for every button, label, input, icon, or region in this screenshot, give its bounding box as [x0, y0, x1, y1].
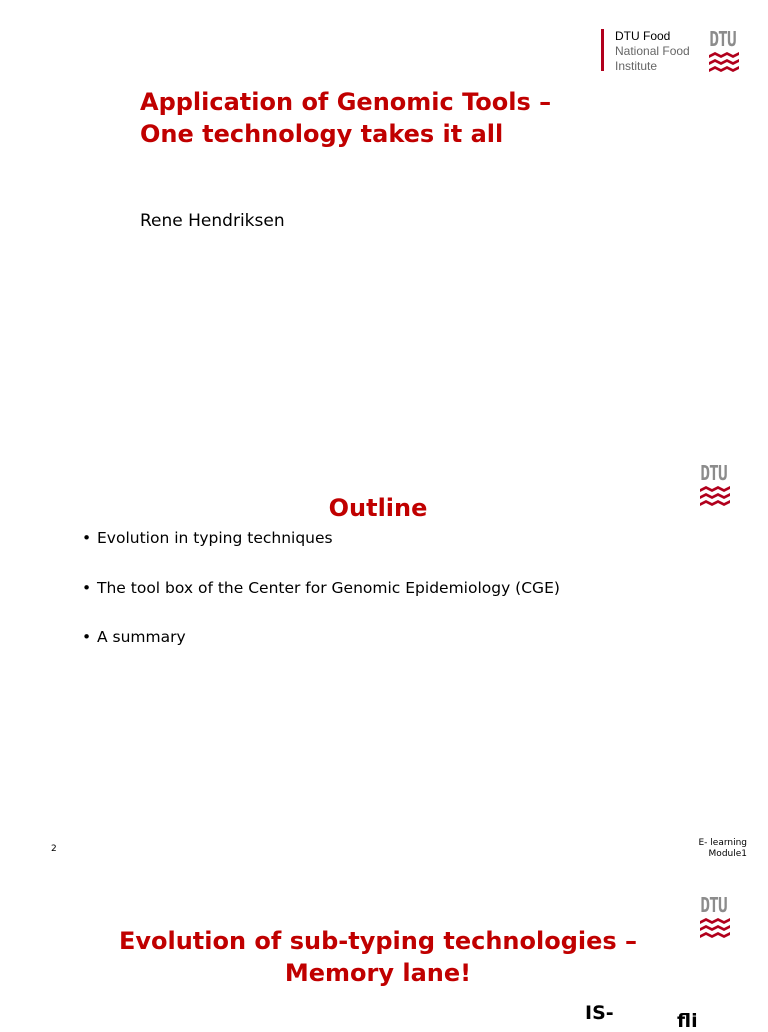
diagram-label-fragment: fli [677, 1010, 698, 1032]
slide-title [0, 0, 768, 440]
diagram-label-fragment: IS- [585, 1002, 614, 1024]
presentation-title [140, 86, 700, 150]
slide-outline [0, 448, 768, 868]
presentation-title-line2: One technology takes it all [140, 120, 504, 148]
institute-red-bar [601, 29, 604, 71]
list-item [82, 578, 560, 628]
bullet-dot: • [82, 529, 92, 547]
page-number: 2 [51, 844, 57, 854]
footer-line2: Module1 [708, 849, 747, 859]
institute-name-line2: National Food [615, 44, 690, 58]
footer-line1: E- learning [698, 838, 747, 848]
list-item [82, 627, 560, 677]
slide-separator [0, 444, 768, 445]
dtu-logo-text: DTU [709, 27, 736, 51]
outline-list [82, 528, 560, 677]
author-name: Rene Hendriksen [140, 211, 285, 231]
evolution-title-line1: Evolution of sub-typing technologies – [118, 927, 638, 955]
dtu-logo-text: DTU [700, 461, 727, 485]
list-item-text: Evolution in typing techniques [97, 529, 333, 547]
bullet-dot: • [82, 578, 92, 597]
list-item [82, 528, 560, 578]
outline-title: Outline [328, 494, 428, 522]
list-item-text: The tool box of the Center for Genomic Epidemiology (CGE) [97, 578, 560, 597]
dtu-logo-text: DTU [700, 893, 727, 917]
bullet-dot: • [82, 628, 92, 646]
institute-name-line3: Institute [615, 59, 658, 73]
institute-name-line1: DTU Food [615, 29, 671, 43]
footer-course-label [670, 838, 747, 860]
evolution-title-line2: Memory lane! [284, 959, 472, 987]
list-item-text: A summary [97, 628, 186, 646]
dtu-wave-icon [709, 52, 739, 72]
slide-evolution [0, 880, 768, 1032]
evolution-title [0, 925, 756, 989]
presentation-title-line1: Application of Genomic Tools – [140, 88, 552, 116]
dtu-logo [709, 28, 743, 72]
